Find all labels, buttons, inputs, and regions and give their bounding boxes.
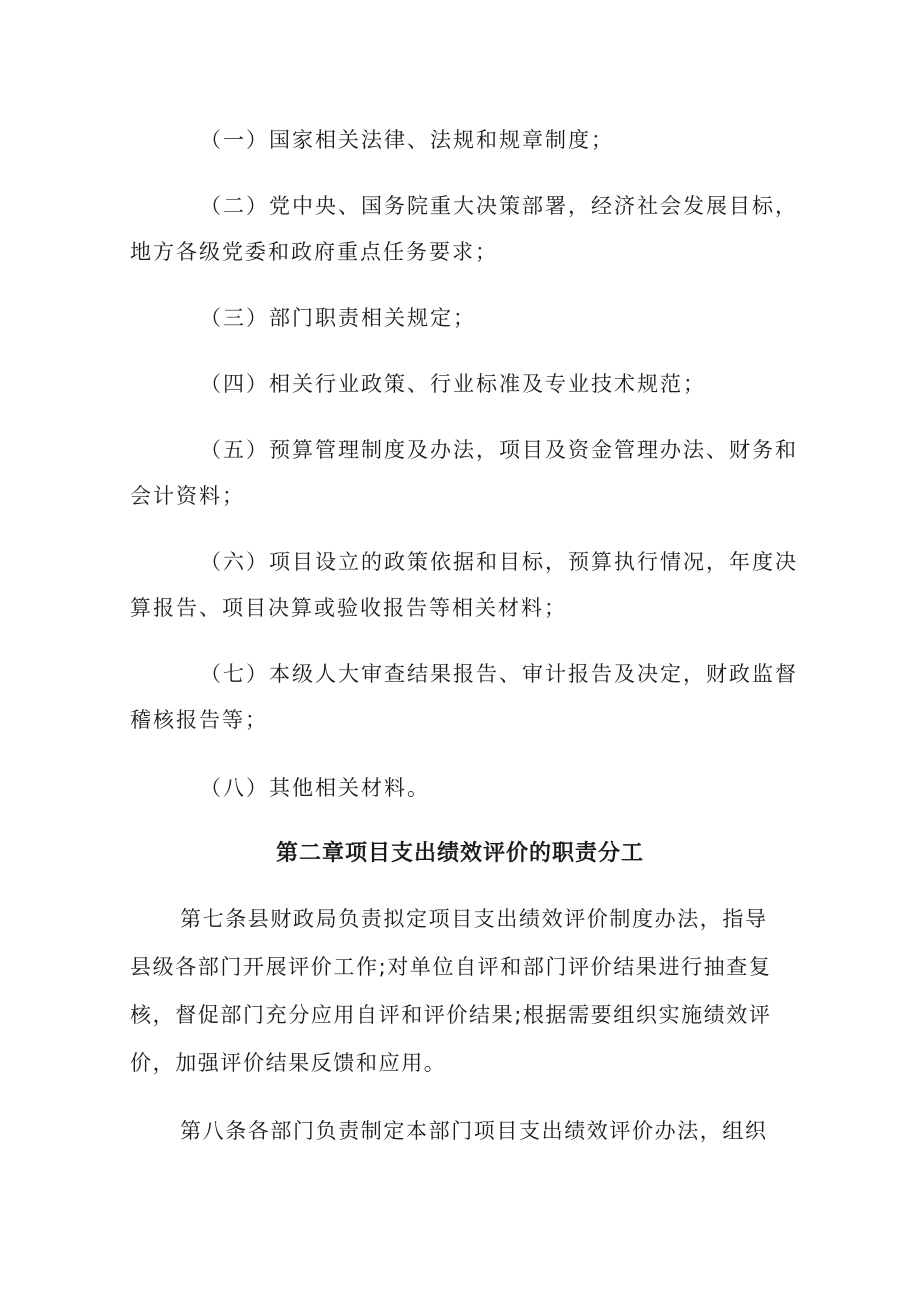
list-item-1: （一）国家相关法律、法规和规章制度； [200, 128, 614, 152]
list-item-5-line-2: 会计资料； [130, 484, 245, 508]
list-item-7-line-2: 稽核报告等； [130, 708, 268, 732]
list-item-2-line-1: （二）党中央、国务院重大决策部署，经济社会发展目标， [200, 194, 798, 218]
list-item-3: （三）部门职责相关规定； [200, 306, 476, 330]
chapter-heading: 第二章项目支出绩效评价的职责分工 [275, 841, 644, 866]
article-8-line-1: 第八条各部门负责制定本部门项目支出绩效评价办法，组织 [180, 1119, 768, 1143]
list-item-6-line-2: 算报告、项目决算或验收报告等相关材料； [130, 596, 567, 620]
list-item-6-line-1: （六）项目设立的政策依据和目标，预算执行情况，年度决 [200, 550, 798, 574]
article-7-line-4: 价，加强评价结果反馈和应用。 [130, 1051, 447, 1075]
list-item-5-line-1: （五）预算管理制度及办法，项目及资金管理办法、财务和 [200, 438, 798, 462]
list-item-7-line-1: （七）本级人大审查结果报告、审计报告及决定，财政监督 [200, 662, 798, 686]
article-7-line-2: 县级各部门开展评价工作;对单位自评和部门评价结果进行抽查复 [130, 955, 772, 979]
article-7-line-1: 第七条县财政局负责拟定项目支出绩效评价制度办法，指导 [180, 907, 768, 931]
article-7-line-3: 核，督促部门充分应用自评和评价结果;根据需要组织实施绩效评 [130, 1003, 772, 1027]
list-item-8: （八）其他相关材料。 [200, 776, 430, 800]
list-item-2-line-2: 地方各级党委和政府重点任务要求； [130, 240, 498, 264]
list-item-4: （四）相关行业政策、行业标准及专业技术规范； [200, 372, 706, 396]
